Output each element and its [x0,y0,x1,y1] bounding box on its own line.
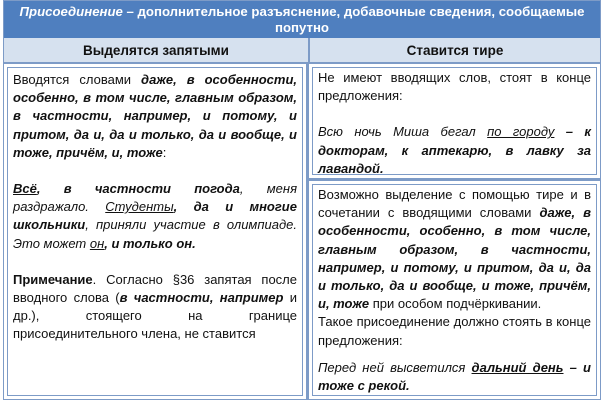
dash-example-start: Всю ночь Миша бегал [318,124,488,140]
dash-example2-insert: – и тоже с рекой. [318,359,591,394]
dash-rule-words-list: даже, в особенности, особенно, в том числе, главным образом, в частности, например, и потому, и притом, да и, да и только, да и вообще, и тоже, причём, и, тоже [318,205,591,312]
example1-subject: Всё [13,181,37,197]
commas-rule-text: Вводятся словами [13,72,142,87]
banner-definition-line2: попутно [275,20,329,35]
dash-example-words [318,359,591,395]
dash-example-anchor: по городу [487,124,555,140]
dash-cell-words [309,181,600,399]
note-label: Примечание [13,271,93,287]
commas-rule-words: даже, в особенности, особенно, в том числе, главным образом, в частности, например, и потому, и притом, да и, да и только, да и вообще, и тоже, причём, и, тоже [13,72,297,160]
commas-rule-colon: : [162,144,167,160]
column-header-dash: Ставится тире [309,38,600,64]
dash-example2-anchor: дальний день [471,359,564,375]
note-words: в частности, например [119,290,284,306]
example3-insert: , и только он. [104,235,196,251]
note-text-a: . Согласно §36 запятая после вводного слова ( [13,271,297,306]
dash-cell-end [309,64,600,181]
commas-cell [4,64,309,399]
dash-rule-start: Возможно выделение с помощью тире и в сочетании с вводящими словами [318,187,591,221]
example2-subject: Студенты [105,199,174,215]
note-text-c: и др.), стоящего на границе присоединительного члена, не ставится [13,290,297,342]
example3-start: Это может [13,235,90,251]
commas-examples [13,180,297,253]
dash-rule-words [318,186,591,313]
dash-rule-position: Такое присоединение должно стоять в конце предложения: [318,314,591,348]
rules-table [3,0,601,400]
commas-note [13,271,297,344]
banner-definition: – дополнительное разъяснение, добавочные сведения, сообщаемые [122,4,585,19]
dash-rule-end: Не имеют вводящих слов, стоят в конце предложения: [318,70,591,104]
column-header-commas: Выделятся запятыми [4,38,309,64]
example2-insert: , да и многие школьники [13,199,297,233]
dash-example-insert: – к докторам, к аптекарю, в лавку за лавандой. [318,124,592,176]
example2-rest: , приняли участие в олимпиаде. [85,217,297,233]
example3-subject: он [89,235,105,251]
commas-rule [13,71,297,162]
dash-rule-end-text: при особом подчёркивании. [369,296,542,312]
table-banner [4,1,600,38]
dash-example-end [318,123,591,178]
example1-insert: , в частности погода [36,181,240,197]
example1-rest: , меня раздражало. [13,181,298,215]
dash-example2-start: Перед ней высветился [318,359,472,375]
banner-term: Присоединение [19,4,123,19]
